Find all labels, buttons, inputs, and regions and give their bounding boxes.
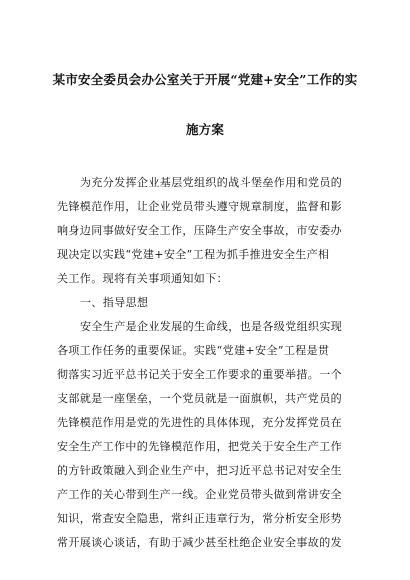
paragraph-line: 安全生产工作中的先锋模范作用，把党关于安全生产工作 <box>57 440 342 453</box>
paragraph-line: 为充分发挥企业基层党组织的战斗堡垒作用和党员的 <box>80 176 343 189</box>
section-heading: 一、指导思想 <box>80 296 149 309</box>
paragraph-line: 现决定以实践“党建+安全”工程为抓手推进安全生产相 <box>57 248 330 261</box>
paragraph-line: 先锋模范作用是党的先进性的具体体现，充分发挥党员在 <box>57 416 342 429</box>
paragraph-line: 响身边同事做好安全工作，压降生产安全事故，市安委办 <box>57 224 342 237</box>
paragraph-line: 常开展谈心谈话，有助于减少甚至杜绝企业安全事故的发 <box>57 536 342 549</box>
paragraph-line: 关工作。现将有关事项通知如下： <box>57 272 228 285</box>
paragraph-line: 的方针政策融入到企业生产中，把习近平总书记对安全生 <box>57 464 342 477</box>
paragraph-line: 支部就是一座堡垒，一个党员就是一面旗帜，共产党员的 <box>57 392 342 405</box>
paragraph-line: 先锋模范作用，让企业党员带头遵守规章制度，监督和影 <box>57 200 342 213</box>
paragraph-line: 彻落实习近平总书记关于安全工作要求的重要举措。一个 <box>57 368 342 381</box>
paragraph-line: 各项工作任务的重要保证。实践“党建+安全”工程是贯 <box>57 344 330 357</box>
paragraph-line: 安全生产是企业发展的生命线，也是各级党组织实现 <box>80 320 343 333</box>
paragraph-line: 产工作的关心带到生产一线。企业党员带头做到常讲安全 <box>57 488 342 501</box>
document-title-line-1: 某市安全委员会办公室关于开展“党建+安全”工作的实 <box>52 72 358 87</box>
document-title-line-2: 施方案 <box>185 122 225 137</box>
paragraph-line: 知识，常查安全隐患，常纠正违章行为，常分析安全形势 <box>57 512 342 525</box>
